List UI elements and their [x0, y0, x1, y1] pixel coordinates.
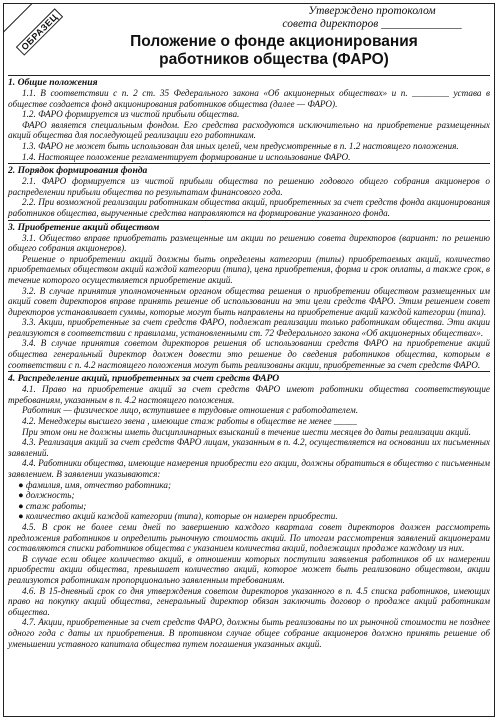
paragraph: 4.2. Менеджеры высшего звена , имеющие стаж работы в обществе не менее _____: [22, 416, 357, 427]
paragraph: ФАРО является специальным фондом. Его средства расходуются исключительно на приобретение размещенных акций общества для последующей реализации его работникам.: [8, 119, 490, 141]
paragraph: В случае если общее количество акций, в отношении которых поступили заявления работников об их намерении приобрести акции общества, превышает количество акций, которое может быть реализовано обществом, акции реализуются работникам пропорционально заявленным требованиям.: [8, 553, 490, 585]
paragraph: 1.2. ФАРО формируется из чистой прибыли общества.: [22, 109, 240, 120]
paragraph: Работник — физическое лицо, вступившее в трудовые отношения с работодателем.: [22, 405, 359, 416]
paragraph: 3.4. В случае принятия советом директоров решения об использовании средств ФАРО на приобретение акций общества генеральный директор должен довести это решение до сведения работников общества, которым в соответствии с п. 4.2 настоящего положения могут быть реализованы акции, приобретенные за счет средств ФАРО.: [8, 338, 490, 370]
paragraph: Решение о приобретении акций должны быть определены категории (типы) приобретаемых акций, количество приобретаемых обществом акций каждой категории (типа), цена приобретения, форма и срок оплаты, а также срок, в течение которого осуществляется приобретение акций.: [8, 253, 490, 285]
document-body: [8, 74, 490, 649]
approval-line-1: Утверждено протоколом: [308, 5, 436, 17]
paragraph: 3.3. Акции, приобретенные за счет средств ФАРО, подлежат реализации только работникам общества. Эти акции реализуются в соответствии с правилами, установленными ст. 72 Федерального закона «Об акционерных обществах».: [8, 317, 490, 338]
paragraph: При этом они не должны иметь дисциплинарных взысканий в течение шести месяцев до даты реализации акций.: [22, 426, 471, 437]
paragraph: 4.4. Работники общества, имеющие намерения приобрести его акции, должны обратиться в общество с письменным заявлением. В заявлении указываются:: [8, 458, 490, 479]
paragraph: 1.4. Настоящее положение регламентирует формирование и использование ФАРО.: [22, 151, 351, 162]
paragraph: 4.5. В срок не более семи дней по завершению каждого квартала совет директоров должен рассмотреть предложения работников и определить рыночную стоимость акций. По итогам рассмотрения заявлений акционерами составляются списки работников общества с указанием количества акций, подлежащих продаже каждому из них.: [8, 521, 490, 554]
paragraph: 3.1. Общество вправе приобретать размещенные им акции по решению совета директоров (вариант: по решению общего собрания акционеров).: [8, 232, 490, 254]
paragraph: 4.3. Реализация акций за счет средств ФАРО лицам, указанным в п. 4.2, осуществляется на основании их письменных заявлений.: [8, 437, 490, 458]
bullet-item: ● должность;: [18, 490, 75, 501]
section-rule: [8, 220, 490, 221]
section-rule: [8, 371, 490, 372]
paragraph: 1.1. В соответствии с п. 2 ст. 35 Федерального закона «Об акционерных обществах» и п. ________ устава в обществе создается фонд акционирования работников общества (далее — ФАРО).: [8, 88, 490, 109]
section-heading: 4. Распределение акций, приобретенных за счет средств ФАРО: [8, 373, 280, 385]
paragraph: 2.2. При возможной реализации работникам общества акций, приобретенных за счет средств фонда акционирования работников общества, вырученные средства направляются на формирование указанного фонда.: [8, 197, 490, 218]
document-frame: [3, 3, 495, 717]
document-title: [74, 33, 474, 69]
title-line-2: работников общества (ФАРО): [159, 51, 389, 68]
paragraph: 3.2. В случае принятия уполномоченным органом общества решения о приобретении обществом размещенных им акций совет директоров вправе принять решение об использовании на эти цели средств ФАРО. Этим решением совет директоров устанавливает суммы, которые могут быть направлены на приобретение акций каждой категории (типа).: [8, 285, 490, 317]
section-heading: 2. Порядок формирования фонда: [8, 165, 148, 177]
section-heading: 3. Приобретение акций обществом: [8, 221, 160, 233]
section-rule: [8, 163, 490, 164]
bullet-item: ● количество акций каждой категории (типа), которые он намерен приобрести.: [18, 511, 338, 522]
paragraph: 4.7. Акции, приобретенные за счет средств ФАРО, должны быть реализованы по их рыночной стоимости не позднее одного года с даты их приобретения. В противном случае общее собрание акционеров должно принять решение об уменьшении уставного капитала общества путем погашения указанных акций.: [8, 617, 490, 649]
approval-line-2: совета директоров ______________: [282, 18, 462, 30]
paragraph: 2.1. ФАРО формируется из чистой прибыли общества по решению годового общего собрания акционеров о распределении прибыли общества по результатам финансового года.: [8, 176, 490, 197]
title-line-1: Положение о фонде акционирования: [130, 33, 418, 50]
bullet-item: ● фамилия, имя, отчество работника;: [18, 479, 172, 490]
section-heading: 1. Общие положения: [8, 77, 98, 88]
paragraph: 4.1. Право на приобретение акций за счет средств ФАРО имеют работники общества соответствующие требованиям, указанным в п. 4.2 настоящего положения.: [8, 384, 490, 405]
section-rule: [8, 75, 490, 76]
paragraph: 1.3. ФАРО не может быть использован для иных целей, чем предусмотренные в п. 1.2 настоящего положения.: [22, 140, 459, 151]
approval-note: [256, 5, 488, 31]
sample-stamp: ОБРАЗЕЦ: [16, 8, 63, 55]
bullet-item: ● стаж работы;: [18, 500, 87, 511]
paragraph: 4.6. В 15-дневный срок со дня утверждения советом директоров указанного в п. 4.5 списка работников, имеющих право на покупку акций общества, генеральный директор обязан заключить договор о продаже акций работникам общества.: [8, 585, 490, 617]
